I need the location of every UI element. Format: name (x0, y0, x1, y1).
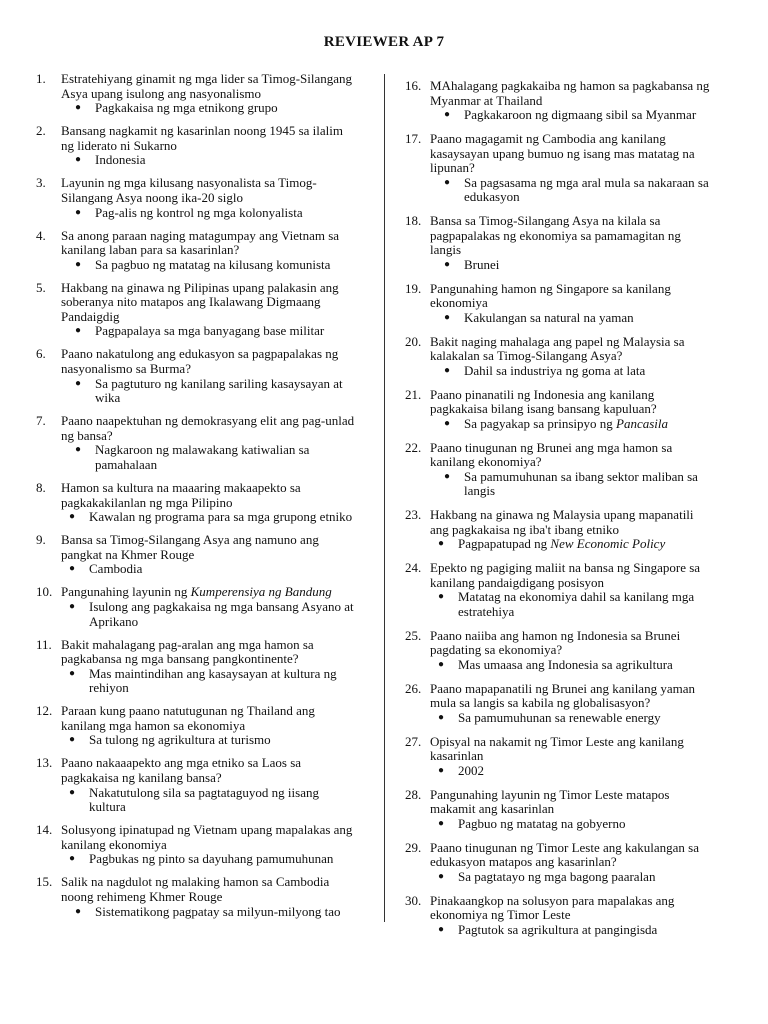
question-9 (36, 533, 356, 577)
bullet-icon: ● (438, 923, 445, 935)
question-14 (36, 823, 356, 867)
answer (61, 101, 356, 116)
answer-text: Sa tulong ng agrikultura at turismo (89, 732, 271, 748)
question-text: Paano magagamit ng Cambodia ang kanilang kasaysayan upang bumuo ng isang mas matatag na lipunan? (430, 130, 695, 176)
question-text: Layunin ng mga kilusang nasyonalista sa Timog-Silangang Asya noong ika-20 siglo (61, 175, 317, 205)
answer (430, 711, 715, 726)
answer (430, 258, 715, 273)
bullet-icon: ● (75, 206, 82, 218)
question-25 (405, 629, 715, 673)
question-number: 18. (405, 213, 422, 229)
bullet-icon: ● (75, 377, 82, 389)
bullet-icon: ● (444, 176, 451, 188)
answer (61, 786, 356, 815)
question-text-italic: Kumperensiya ng Bandung (190, 584, 332, 600)
question-number: 20. (405, 333, 422, 349)
answer-text-plain: Pagpapatupad ng (458, 536, 551, 552)
answer (430, 870, 715, 885)
question-number: 24. (405, 560, 422, 576)
bullet-icon: ● (444, 417, 451, 429)
question-28 (405, 788, 715, 832)
answer-text: Pagkakaisa ng mga etnikong grupo (95, 100, 278, 116)
left-column (36, 72, 356, 928)
question-20 (405, 335, 715, 379)
question-text-plain: Pangunahing layunin ng (61, 584, 191, 600)
question-text: Hakbang na ginawa ng Malaysia upang mapanatili ang pagkakaisa ng iba't ibang etniko (430, 507, 694, 537)
question-15 (36, 875, 356, 919)
question-text: Solusyong ipinatupad ng Vietnam upang mapalakas ang kanilang ekonomiya (61, 822, 353, 852)
answer (430, 537, 715, 552)
question-text: Salik na nagdulot ng malaking hamon sa Cambodia noong rehimeng Khmer Rouge (61, 874, 330, 904)
page-title: REVIEWER AP 7 (323, 34, 445, 50)
answer (430, 470, 715, 499)
bullet-icon: ● (75, 102, 82, 114)
question-number: 16. (405, 78, 422, 93)
question-text: Opisyal na nakamit ng Timor Leste ang kanilang kasarinlan (430, 733, 684, 764)
bullet-icon: ● (75, 258, 82, 270)
answer (430, 658, 715, 673)
question-number: 15. (36, 874, 53, 890)
answer (430, 417, 715, 432)
question-text: Bakit mahalagang pag-aralan ang mga hamon sa pagkabansa ng mga bansang pangkontinente? (61, 636, 314, 667)
answer (61, 852, 356, 867)
bullet-icon: ● (69, 563, 76, 575)
bullet-icon: ● (69, 600, 76, 612)
question-text: Bansa sa Timog-Silangang Asya ang namuno ang pangkat na Khmer Rouge (61, 532, 319, 562)
question-number: 10. (36, 584, 53, 600)
answer-text (458, 536, 665, 551)
question-number: 28. (405, 786, 422, 802)
answer (61, 258, 356, 273)
question-text: Paano nakatulong ang edukasyon sa pagpapalakas ng nasyonalismo sa Burma? (61, 346, 339, 377)
answer-text: Pagkakaroon ng digmaang sibil sa Myanmar (464, 107, 697, 123)
question-3 (36, 176, 356, 220)
question-29 (405, 841, 715, 885)
question-text: Paano pinanatili ng Indonesia ang kanilang pagkakaisa bilang isang bansang kapuluan? (430, 386, 657, 417)
question-number: 17. (405, 130, 422, 146)
question-text: Epekto ng pagiging maliit na bansa ng Singapore sa kanilang pandaigdigang posisyon (430, 560, 701, 590)
answer-text: Sa pamumuhunan sa renewable energy (458, 709, 661, 725)
answer (430, 364, 715, 379)
question-24 (405, 561, 715, 619)
answer-text: Sa pagsasama ng mga aral mula sa nakaraan sa edukasyon (464, 174, 709, 205)
answer-text-italic: New Economic Policy (550, 536, 666, 552)
bullet-icon: ● (438, 817, 445, 829)
answer-text: Dahil sa industriya ng goma at lata (464, 362, 646, 378)
question-2 (36, 124, 356, 168)
answer-text (464, 416, 668, 431)
answer-text: Matatag na ekonomiya dahil sa kanilang mga estratehiya (458, 589, 695, 619)
answer-text: Kakulangan sa natural na yaman (464, 309, 634, 325)
answer-text: Isulong ang pagkakaisa ng mga bansang Asyano at Aprikano (89, 598, 354, 629)
answer (61, 733, 356, 748)
question-text: Hakbang na ginawa ng Pilipinas upang palakasin ang soberanya nito matapos ang Ikalawang Digmaang Pandaigdig (61, 279, 339, 324)
answer-text-plain: Sa pagyakap sa prinsipyo ng (464, 415, 617, 431)
question-21 (405, 388, 715, 432)
answer-text: Sa pamumuhunan sa ibang sektor maliban sa langis (464, 468, 698, 499)
question-number: 14. (36, 822, 53, 838)
bullet-icon: ● (444, 258, 451, 270)
question-text: Bansang nagkamit ng kasarinlan noong 1945 sa ilalim ng liderato ni Sukarno (61, 123, 343, 153)
question-number: 7. (36, 413, 46, 429)
question-text: Hamon sa kultura na maaaring makaapekto sa pagkakakilanlan ng mga Pilipino (61, 479, 301, 510)
question-6 (36, 347, 356, 405)
question-text: Bansa sa Timog-Silangang Asya na kilala sa pagpapalakas ng ekonomiya sa pamamagitan ng langis (430, 213, 681, 258)
answer-text-italic: Pancasila (616, 415, 669, 431)
bullet-icon: ● (438, 764, 445, 776)
bullet-icon: ● (69, 853, 76, 865)
bullet-icon: ● (75, 325, 82, 337)
answer (430, 923, 715, 938)
question-text: Bakit naging mahalaga ang papel ng Malaysia sa kalakalan sa Timog-Silangang Asya? (430, 333, 685, 364)
answer-text: Pagtutok sa agrikultura at pangingisda (458, 921, 658, 937)
question-18 (405, 214, 715, 272)
question-text (61, 585, 356, 600)
answer-text: Pag-alis ng kontrol ng mga kolonyalista (95, 204, 303, 220)
question-1 (36, 72, 356, 116)
question-23 (405, 508, 715, 552)
answer-text: Sa pagtuturo ng kanilang sariling kasaysayan at wika (95, 375, 343, 406)
answer (430, 176, 715, 205)
question-12 (36, 704, 356, 748)
question-text: Paano tinugunan ng Timor Leste ang kakulangan sa edukasyon matapos ang kasarinlan? (430, 839, 699, 870)
question-10 (36, 585, 356, 629)
question-text: Pinakaangkop na solusyon para mapalakas ang ekonomiya ng Timor Leste (430, 892, 675, 923)
question-number: 23. (405, 507, 422, 523)
answer-text: Mas umaasa ang Indonesia sa agrikultura (458, 656, 673, 672)
answer-text: 2002 (458, 762, 484, 778)
answer (430, 817, 715, 832)
bullet-icon: ● (444, 364, 451, 376)
question-16 (405, 79, 715, 123)
question-number: 8. (36, 479, 46, 495)
bullet-icon: ● (438, 711, 445, 723)
question-4 (36, 229, 356, 273)
question-number: 26. (405, 680, 422, 696)
question-26 (405, 682, 715, 726)
question-number: 1. (36, 71, 46, 86)
answer-text: Sistematikong pagpatay sa milyun-milyong tao (95, 903, 341, 919)
question-7 (36, 414, 356, 472)
bullet-icon: ● (438, 591, 445, 603)
question-number: 2. (36, 123, 46, 139)
question-8 (36, 481, 356, 525)
question-text: Paano naapektuhan ng demokrasyang elit ang pag-unlad ng bansa? (61, 413, 355, 443)
question-number: 21. (405, 386, 422, 402)
answer (61, 443, 356, 472)
answer-text: Nakatutulong sila sa pagtataguyod ng iisang kultura (89, 784, 319, 815)
answer (430, 590, 715, 619)
answer-text: Cambodia (89, 561, 143, 577)
question-number: 25. (405, 627, 422, 643)
answer-text: Nagkaroon ng malawakang katiwalian sa pamahalaan (95, 442, 310, 472)
question-text: Pangunahing layunin ng Timor Leste matapos makamit ang kasarinlan (430, 786, 670, 817)
answer (430, 311, 715, 326)
bullet-icon: ● (444, 470, 451, 482)
question-11 (36, 638, 356, 696)
question-27 (405, 735, 715, 779)
question-number: 3. (36, 175, 46, 191)
bullet-icon: ● (75, 905, 82, 917)
question-number: 6. (36, 346, 46, 362)
question-text: Paano nakaaapekto ang mga etniko sa Laos sa pagkakaisa ng kanilang bansa? (61, 755, 302, 786)
column-divider (384, 74, 385, 922)
question-number: 5. (36, 279, 46, 295)
answer-text: Pagpapalaya sa mga banyagang base militar (95, 323, 325, 339)
question-text: Estratehiyang ginamit ng mga lider sa Timog-Silangang Asya upang isulong ang nasyonalismo (61, 71, 353, 101)
right-column (405, 72, 715, 947)
answer (61, 600, 356, 629)
question-number: 22. (405, 439, 422, 455)
answer (61, 562, 356, 577)
bullet-icon: ● (75, 444, 82, 456)
answer-text: Sa pagtatayo ng mga bagong paaralan (458, 868, 656, 884)
bullet-icon: ● (438, 658, 445, 670)
question-text: MAhalagang pagkakaiba ng hamon sa pagkabansa ng Myanmar at Thailand (430, 78, 710, 108)
question-number: 13. (36, 755, 53, 771)
bullet-icon: ● (69, 511, 76, 523)
bullet-icon: ● (438, 538, 445, 550)
bullet-icon: ● (69, 786, 76, 798)
answer (61, 667, 356, 696)
answer-text: Sa pagbuo ng matatag na kilusang komunista (95, 256, 331, 272)
answer (61, 377, 356, 406)
question-5 (36, 281, 356, 339)
question-text: Paano mapapanatili ng Brunei ang kanilang yaman mula sa langis sa kabila ng globalisasyon? (430, 680, 695, 711)
question-number: 4. (36, 227, 46, 243)
question-number: 29. (405, 839, 422, 855)
question-number: 9. (36, 532, 46, 548)
bullet-icon: ● (75, 154, 82, 166)
question-text: Paano tinugunan ng Brunei ang mga hamon sa kanilang ekonomiya? (430, 439, 673, 470)
question-text: Paano naiiba ang hamon ng Indonesia sa Brunei pagdating sa ekonomiya? (430, 627, 681, 658)
question-13 (36, 756, 356, 814)
bullet-icon: ● (438, 870, 445, 882)
question-text: Pangunahing hamon ng Singapore sa kanilang ekonomiya (430, 280, 671, 311)
answer (430, 108, 715, 123)
answer-text: Kawalan ng programa para sa mga grupong etniko (89, 509, 353, 525)
answer (61, 324, 356, 339)
question-30 (405, 894, 715, 938)
bullet-icon: ● (444, 311, 451, 323)
answer (430, 764, 715, 779)
answer-text: Mas maintindihan ang kasaysayan at kultura ng rehiyon (89, 665, 337, 696)
answer (61, 510, 356, 525)
question-22 (405, 441, 715, 499)
question-19 (405, 282, 715, 326)
question-number: 11. (36, 636, 52, 652)
answer-text: Indonesia (95, 152, 146, 168)
answer-text: Pagbuo ng matatag na gobyerno (458, 815, 626, 831)
answer (61, 206, 356, 221)
question-17 (405, 132, 715, 205)
question-number: 12. (36, 703, 53, 719)
answer-text: Brunei (464, 256, 500, 272)
question-number: 30. (405, 892, 422, 908)
question-number: 27. (405, 733, 422, 749)
question-text: Sa anong paraan naging matagumpay ang Vietnam sa kanilang laban para sa kasarinlan? (61, 227, 340, 258)
question-text: Paraan kung paano natutugunan ng Thailand ang kanilang mga hamon sa ekonomiya (61, 703, 315, 733)
answer (61, 905, 356, 920)
bullet-icon: ● (69, 734, 76, 746)
bullet-icon: ● (444, 109, 451, 121)
answer-text: Pagbukas ng pinto sa dayuhang pamumuhunan (89, 851, 334, 867)
question-number: 19. (405, 280, 422, 296)
answer (61, 153, 356, 168)
bullet-icon: ● (69, 667, 76, 679)
